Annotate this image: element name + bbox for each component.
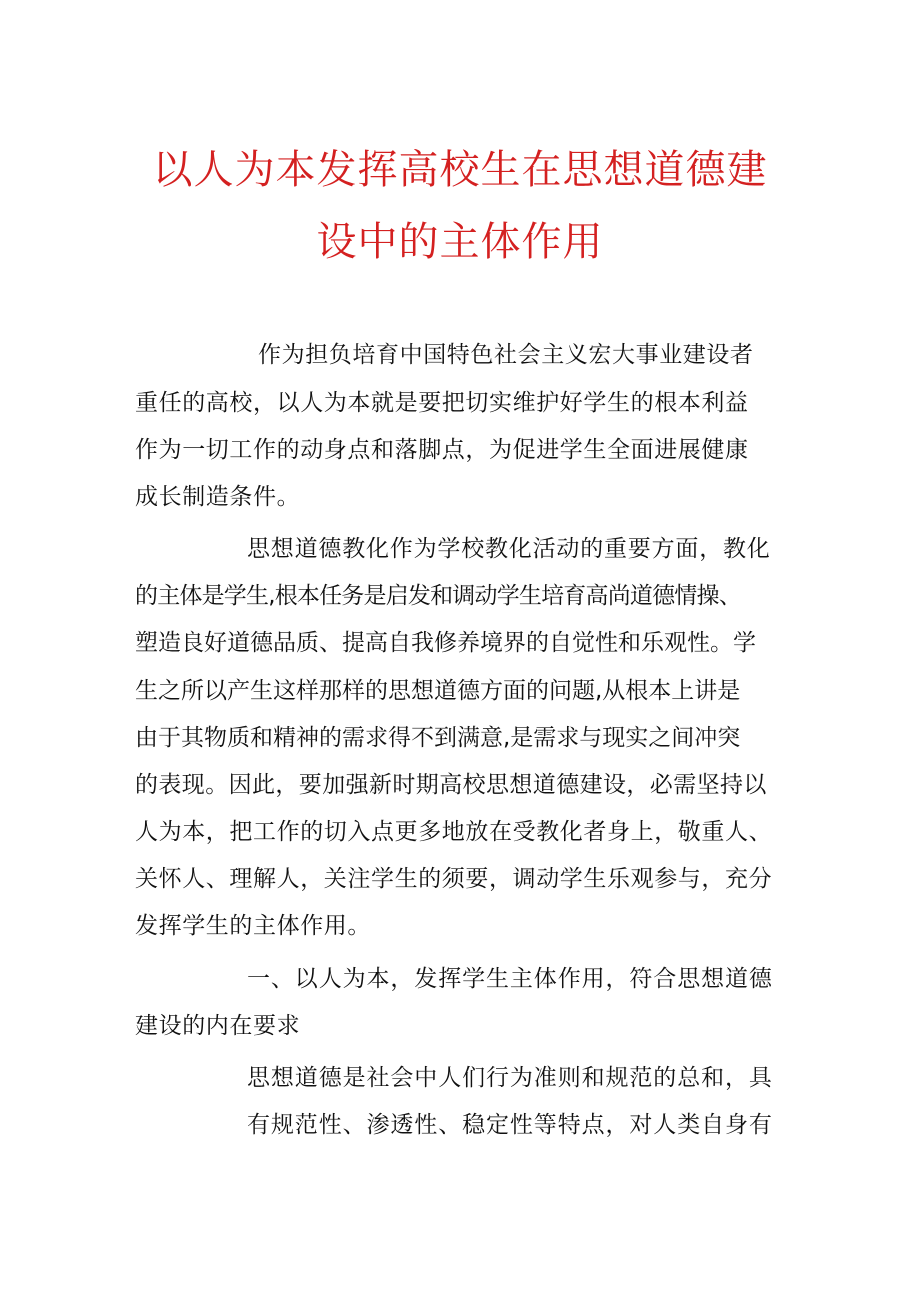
paragraph-2-line-5: 由于其物质和精神的需求得不到满意,是需求与现实之间冲突 [135,725,741,751]
document-title-line-2: 设中的主体作用 [316,219,604,265]
paragraph-3-line-2: 有规范性、渗透性、稳定性等特点，对人类自身有 [247,1112,773,1138]
paragraph-2-line-6: 的表现。因此，要加强新时期高校思想道德建设，必需坚持以 [135,772,767,798]
paragraph-1-line-4: 成长制造条件。 [135,484,301,510]
document-title-line-1: 以人为本发挥高校生在思想道德建 [152,147,768,193]
paragraph-2-line-1: 思想道德教化作为学校教化活动的重要方面，教化 [247,536,771,562]
paragraph-2-line-9: 发挥学生的主体作用。 [135,913,371,939]
paragraph-2-line-7: 人为本，把工作的切入点更多地放在受教化者身上，敬重人、 [135,819,773,845]
paragraph-1-line-2: 重任的高校，以人为本就是要把切实维护好学生的根本利益 [135,390,749,416]
paragraph-2-line-2: 的主体是学生,根本任务是启发和调动学生培育高尚道德情操、 [135,583,741,609]
paragraph-2-line-8: 关怀人、理解人，关注学生的须要，调动学生乐观参与，充分 [135,866,773,892]
paragraph-2-line-4: 生之所以产生这样那样的思想道德方面的问题,从根本上讲是 [135,678,741,704]
section-heading-line-1: 一、以人为本，发挥学生主体作用，符合思想道德 [247,966,773,992]
paragraph-1-line-3: 作为一切工作的动身点和落脚点，为促进学生全面进展健康 [135,437,749,463]
paragraph-1-line-1: 作为担负培育中国特色社会主义宏大事业建设者 [258,342,754,368]
paragraph-3-line-1: 思想道德是社会中人们行为准则和规范的总和，具 [247,1065,773,1091]
paragraph-2-line-3: 塑造良好道德品质、提高自我修养境界的自觉性和乐观性。学 [135,630,756,656]
section-heading-line-2: 建设的内在要求 [135,1013,301,1039]
